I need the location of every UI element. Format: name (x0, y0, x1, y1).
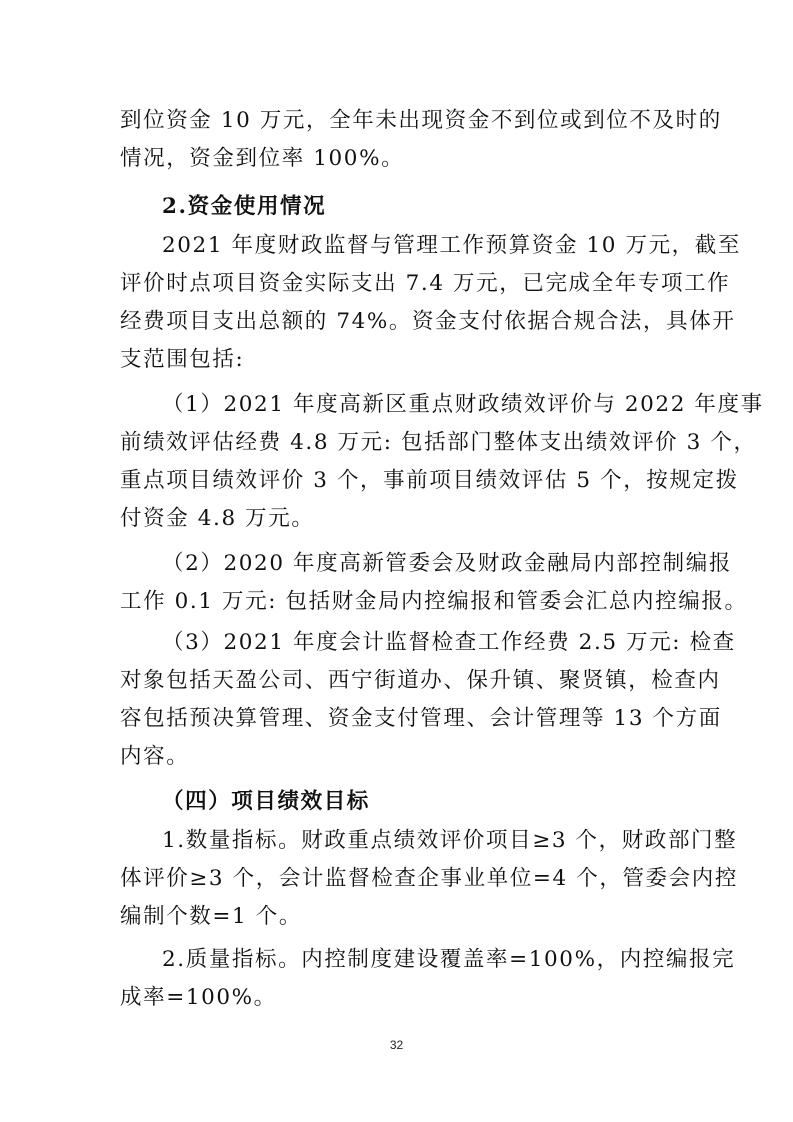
paragraph-funds-usage (120, 227, 741, 379)
paragraph-quantity-indicators (120, 822, 738, 936)
text-line: 工作 0.1 万元: 包括财金局内控编报和管委会汇总内控编报。 (120, 589, 748, 614)
text-line: 1.数量指标。财政重点绩效评价项目≥3 个，财政部门整 (162, 828, 738, 853)
text-line: 前绩效评估经费 4.8 万元: 包括部门整体支出绩效评价 3 个， (120, 430, 757, 455)
body-text (120, 102, 722, 178)
paragraph-quality-indicators (120, 941, 736, 1017)
text-line: 容包括预决算管理、资金支付管理、会计管理等 13 个方面 (120, 706, 722, 731)
text-line: 情况，资金到位率 100%。 (120, 146, 405, 171)
text-line: 评价时点项目资金实际支出 7.4 万元，已完成全年专项工作 (120, 271, 731, 296)
text-line: 成率=100%。 (120, 985, 277, 1010)
text-line: 对象包括天盈公司、西宁街道办、保升镇、聚贤镇，检查内 (120, 668, 721, 693)
text-line: 支范围包括: (120, 347, 245, 372)
page-number: 32 (389, 1038, 404, 1052)
text-line: （1）2021 年度高新区重点财政绩效评价与 2022 年度事 (162, 392, 764, 417)
text-line: （3）2021 年度会计监督检查工作经费 2.5 万元: 检查 (162, 630, 736, 655)
text-line: 到位资金 10 万元，全年未出现资金不到位或到位不及时的 (120, 108, 722, 133)
text-line: （2）2020 年度高新管委会及财政金融局内部控制编报 (162, 551, 732, 576)
text-line: 内容。 (120, 744, 190, 769)
text-line: 2.质量指标。内控制度建设覆盖率=100%，内控编报完 (162, 947, 736, 972)
text-line: 重点项目绩效评价 3 个，事前项目绩效评估 5 个，按规定拨 (120, 468, 739, 493)
text-line: 2021 年度财政监督与管理工作预算资金 10 万元，截至 (162, 233, 741, 258)
text-line: 体评价≥3 个，会计监督检查企事业单位=4 个，管委会内控 (120, 866, 738, 891)
section-heading-funds-usage-block (120, 188, 680, 226)
paragraph-item-1 (120, 386, 764, 538)
text-line: 付资金 4.8 万元。 (120, 506, 315, 531)
section-heading-funds-usage: 2.资金使用情况 (162, 194, 327, 219)
section-heading-targets-block (120, 783, 680, 821)
section-heading-performance-targets: （四）项目绩效目标 (162, 789, 370, 814)
paragraph-item-2 (120, 545, 748, 621)
text-line: 编制个数=1 个。 (120, 904, 302, 929)
text-line: 经费项目支出总额的 74%。资金支付依据合规合法，具体开 (120, 309, 736, 334)
paragraph-item-3 (120, 624, 736, 776)
